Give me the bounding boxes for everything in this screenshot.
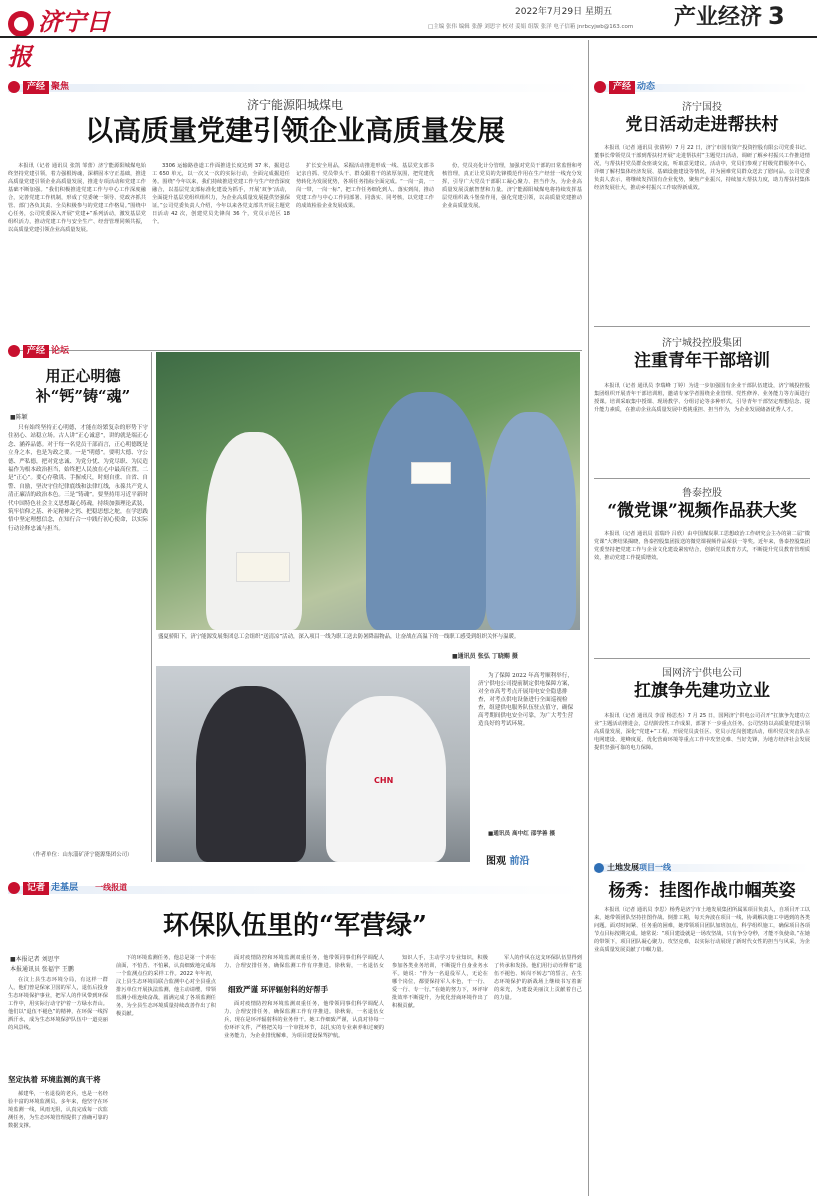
forum-section-head xyxy=(8,344,69,359)
newspaper-logo xyxy=(8,2,128,71)
main-story-col2: 3306 运输路巷道工作面推进长度达到 37 米，掘进总工 650 单元，以一次又一次的实际行动，全面完成掘进任务。围绕“今年以来，我们持续推进党建工作与生产经营深度融合，以基层党支部标准化建设为抓手，开展‘双争’活动，全面提升基层党组织组织力，为企业高质量发展提供坚强保证。”公司党委负责人介绍，今年以来各党支部共开展主题党日活动 42 次，创建党员先锋岗 36 个，党员示范区 18 个。 xyxy=(152,163,290,225)
section-label: 动态 xyxy=(637,82,656,92)
gift-box xyxy=(236,552,290,582)
story-r4-headline: 扛旗争先建功立业 xyxy=(634,681,770,701)
pin-icon xyxy=(8,882,20,894)
story-r5-headline: 杨秀：挂图作战巾帼英姿 xyxy=(608,881,796,901)
story-r1-headline: 党日活动走进帮扶村 xyxy=(625,115,779,135)
section-tag: 产经 xyxy=(609,81,635,94)
reporter-section-head xyxy=(8,880,127,895)
section-tag: 记者 xyxy=(23,882,49,895)
main-story-col4: 份，党员亮化计分管理，加强对党员干部的日常监督和考核管理，真正让党员的先锋模范作用在生产经营一线充分发挥，引导广大党员干部职工凝心聚力、担当作为，为企业高质量发展贡献智慧和力量。济宁能源阳城煤电将持续发挥基层党组织战斗堡垒作用，强化党建引领，以高质量党建推动企业高质量发展。 xyxy=(442,163,582,209)
story-r2-headline: 注重青年干部培训 xyxy=(634,351,770,371)
section-accent: 项目一线 xyxy=(639,863,671,872)
section-label: 走基层 xyxy=(51,883,79,893)
section-label: 聚焦 xyxy=(51,82,70,92)
label-main: 图观 xyxy=(486,856,506,867)
bottom-story-col3: 面对疫情防控和环境监测双重任务，他带领同事们科学调配人力、合理安排任务，确保监测工作有序推进。徐秋菊，一名退伍女兵，现在是环评辐射科的业务骨干。她工作细致严谨，认真对待每一份环评文件，严格把关每一个审批环节，以扎实的专业素养和过硬的业务能力，为企业排忧解难，为项目建设保驾护航。 xyxy=(224,1001,384,1039)
story-r3-body: 本报讯（记者 通讯员 雷瑞玲 吕欣）由中国煤炭职工思想政治工作研究会主办的第二届“微党课”大赛结果揭晓，鲁泰控股集团报送的微党课视频作品荣获一等奖。近年来，鲁泰控股集团党委坚持把党建工作与企业文化建设紧密结合，创新党员教育方式，不断提升党员教育管理质效，推动党建工作提质增效。 xyxy=(594,531,810,561)
pin-icon xyxy=(8,81,20,93)
photo-delivery-caption: 盛夏骄阳下，济宁能源发展集团总工会组织“送清凉”活动，深入项目一线为职工送去防暑降温物品，让奋战在高温下的一线职工感受到组织关怀与温暖。 xyxy=(158,634,520,640)
worker-figure xyxy=(366,392,486,630)
emblem-icon xyxy=(8,11,34,37)
main-story-col3: 扩长安全用品，采掘活动推进形成一线、基层党支部书记亲自抓、党员带头干、群众跟着干的浓厚氛围，把党建优势转化为发展优势，各项任务指标全面完成。“一岗一责，一岗一带，一岗一标”，把工作任务细化到人、落实到岗，推动党建工作与中心工作同部署、同落实、同考核，以党建工作的成效检验企业发展成果。 xyxy=(296,163,434,209)
photo-delivery xyxy=(156,352,580,630)
worker-figure xyxy=(206,432,302,630)
section-bar xyxy=(8,84,582,92)
person-figure xyxy=(196,686,306,862)
story-r1-kicker: 济宁国投 xyxy=(682,102,722,113)
pin-icon xyxy=(594,81,606,93)
bottom-story-col1b: 郝建华，一名退役的老兵，也是一名经验丰富的环境监测员。多年来，他坚守在环境监测一线，风雨无阻，认真完成每一次监测任务，为生态环境管理提供了准确可靠的数据支撑。 xyxy=(8,1091,108,1129)
bottom-story-byline2: 本报通讯员 张福宇 王鹏 xyxy=(10,966,74,973)
bottom-story-sub2: 细致严谨 环评辐射科的好帮手 xyxy=(228,985,329,994)
pin-icon xyxy=(8,345,20,357)
section-label: 土地发展 xyxy=(607,863,639,872)
masthead-rule xyxy=(0,36,817,38)
staff-line: □主编 张伟 编辑 张静 刘思宇 校对 姜娟 组版 张洋 电子信箱 jnrbcyjwb@163.com xyxy=(428,24,634,30)
main-story-headline: 以高质量党建引领企业高质量发展 xyxy=(84,114,505,147)
photo-service-credit: ■通讯员 高中红 邵学善 摄 xyxy=(488,831,556,837)
divider xyxy=(594,478,810,479)
forum-author: ■陈颖 xyxy=(10,414,28,421)
story-r3-headline: “微党课”视频作品获大奖 xyxy=(607,501,797,521)
forum-title: 用正心明德补“钙”铸“魂” xyxy=(35,367,131,405)
focus-section-head xyxy=(8,80,69,95)
page-number: 3 xyxy=(768,2,785,30)
divider xyxy=(151,352,152,862)
news-section-head xyxy=(594,80,655,95)
shirt-logo: CHN xyxy=(374,776,394,785)
divider xyxy=(8,350,582,351)
bottom-story-col1: 在汶上县生态环境分局，有这样一群人，他们曾是保家卫国的军人，退伍后投身生态环境保护事业，把军人的作风带到环保工作中，用实际行动守护着一方绿水青山。他们以“退伍不褪色”的精神，在环保一线挥洒汗水，成为生态环境保护队伍中一道亮丽的风景线。 xyxy=(8,977,108,1031)
section-name: 产业经济 xyxy=(674,5,763,30)
section-tag: 产经 xyxy=(23,81,49,94)
photo-service-note: 为了保障 2022 年高考顺利举行，济宁供电公司提前制定供电保障方案，对全市高考考点开展用电安全隐患排查，对考点供电设备进行全面巡视检查，组建供电服务队伍驻点值守，确保高考期间供电安全可靠，为广大考生营造良好的考试环境。 xyxy=(478,673,574,727)
photo-delivery-credit: ■通讯员 张弘 丁晓赐 摄 xyxy=(452,653,518,660)
story-r1-body: 本报讯（记者 通讯员 张倩婷）7 月 22 日，济宁市国有资产投资控股有限公司党委书记、董事长带领党员干部到帮扶村开展“走进帮扶村”主题党日活动，调研了解乡村振兴工作推进情况，与帮扶村党员群众座谈交流，听取意见建议。活动中，党员们参观了村级党群服务中心，详细了解村集体经济发展、基础设施建设等情况，并为困难党员群众送去了慰问品。公司党委负责人表示，将继续发挥国有企业优势，聚焦产业振兴，持续加大帮扶力度，助力帮扶村集体经济发展壮大，推动乡村振兴工作取得新成效。 xyxy=(594,145,810,191)
section-tag: 产经 xyxy=(23,345,49,358)
story-r4-body: 本报讯（记者 通讯员 李雷 杨思杰）7 月 25 日，国网济宁供电公司召开“扛旗争先建功立业”主题活动推进会，总结阶段性工作成果，部署下一步重点任务。公司坚持以高质量党建引领高质量发展，深化“党建+”工程，开展党员责任区、党员示范岗创建活动，组织党员突击队在电网建设、迎峰度夏、优化营商环境等重点工作中攻坚克难、当好先锋，为地方经济社会发展提供坚强可靠的电力保障。 xyxy=(594,713,810,751)
bottom-story-byline: ■本报记者 刘思宇 xyxy=(10,956,60,963)
section-label: 论坛 xyxy=(51,346,70,356)
main-story-col1: 本报讯（记者 通讯员 张凯 邹蕾）济宁能源阳城煤电始终坚持党建引领，着力强根铸魂，深耕固本守正基础，推进高质量党建引领企业高质量发展，推进专项活动和党建工作基础不断加强。“我们积极推进党建工作与中心工作深度融合，完善党建工作机制，形成了党委统一领导、党政齐抓共管、部门各负其责、全员积极参与的党建工作格局。”围绕中心任务，公司党委深入开展“党建+”系列活动，激发基层党组织活力，推动党建工作与安全生产、经营管理同频共振，以高质量党建引领企业高质量发展。 xyxy=(8,163,146,233)
divider xyxy=(588,900,589,1196)
paper-name: 济宁日报 xyxy=(8,7,110,71)
photo-service xyxy=(156,666,470,862)
bottom-story-col2: 下的环境监测任务，他总是第一个冲在前面，不怕苦、不怕累，认真细致地完成每一个监测点位的采样工作。2022 年年初，汶上县生态环境局联合监测中心对全县重点排污单位开展执法监测，他主动请缨，带领监测小组连续奋战，圆满完成了各项监测任务，为全县生态环境质量持续改善作出了积极贡献。 xyxy=(116,955,216,1017)
story-r2-body: 本报讯（记者 通讯员 李瑞峰 丁婷）为进一步加强国有企业干部队伍建设，济宁城投控股集团组织开展青年干部培训班，邀请专家学者围绕企业管理、党性修养、业务能力等方面进行授课。培训采取集中授课、现场教学、分组讨论等多种形式，引导青年干部坚定理想信念、提升能力素质，在推动企业高质量发展中勇挑重担、担当作为，为企业发展储备优秀人才。 xyxy=(594,383,810,413)
label-accent: 前沿 xyxy=(509,856,530,867)
bottom-story-col3-intro: 面对疫情防控和环境监测双重任务，他带领同事们科学调配人力、合理安排任务，确保监测工作有序推进。徐秋菊，一名退伍女 xyxy=(224,955,384,969)
forum-body: 只有始终坚持正心明德，才能在纷繁复杂的形势下守住初心、站稳立场。古人讲“正心诚意”，讲的就是端正心念、涵养品德。对于每一名党员干部而言，正心明德既是立身之本，也是为政之要。一是“明德”。要明大德、守公德、严私德，把对党忠诚、为党分忧、为党尽职、为民造福作为根本政治担当，始终把人民放在心中最高位置。二是“正心”。要心存敬畏、手握戒尺，时刻自重、自省、自警、自励，坚决守住纪律底线和法律红线，永葆共产党人清正廉洁的政治本色。三是“铸魂”。要坚持用习近平新时代中国特色社会主义思想凝心铸魂，持续加强理论武装，筑牢信仰之基、补足精神之钙、把稳思想之舵，在学思践悟中坚定理想信念，在知行合一中践行初心使命，以实际行动诠释忠诚与担当。 xyxy=(8,425,148,532)
story-r2-kicker: 济宁城投控股集团 xyxy=(662,338,742,349)
main-story-kicker: 济宁能源阳城煤电 xyxy=(246,98,343,112)
gift-box xyxy=(411,462,451,484)
worker-figure xyxy=(486,412,576,630)
bottom-story-headline: 环保队伍里的“军营绿” xyxy=(163,911,427,941)
land-section-head xyxy=(594,860,671,875)
story-r4-kicker: 国网济宁供电公司 xyxy=(662,668,742,679)
divider xyxy=(594,326,810,327)
bottom-story-col5: 军人的作风在这支环保队伍里得到了传承和发扬。他们用行动诠释着“退伍不褪色、转岗不转志”的誓言，在生态环境保护的新战场上继续书写着新的荣光，为建设美丽汶上贡献着自己的力量。 xyxy=(494,955,582,1001)
story-r5-body: 本报讯（记者 通讯员 李思）杨秀是济宁市土地发展集团所属某项目负责人，自项目开工以来，她带领团队坚持挂图作战、倒排工期，每天奔波在项目一线，协调解决施工中遇到的各类问题。面对时间紧、任务重的困难，她带领项目团队加班加点，科学组织施工，确保项目各项节点目标按期完成。她常说：“项目建设就是一场攻坚战，只有争分夺秒，才能不负使命。”在她的带领下，项目团队凝心聚力、攻坚克难，以实际行动展现了新时代女性的担当与风采，为企业高质量发展贡献了巾帼力量。 xyxy=(594,907,810,953)
divider xyxy=(594,658,810,659)
issue-date: 2022年7月29日 星期五 xyxy=(515,7,612,17)
section-title xyxy=(674,0,785,31)
divider xyxy=(588,40,589,900)
forum-footer: （作者单位：山东淄矿济宁能源集团公司） xyxy=(30,852,133,858)
story-r3-kicker: 鲁泰控股 xyxy=(682,488,722,499)
bottom-story-sub1: 坚定执着 环境监测的真干将 xyxy=(8,1075,101,1084)
section-accent: 一线报道 xyxy=(95,883,128,892)
pin-icon xyxy=(594,863,604,873)
photo-column-label xyxy=(486,852,529,867)
bottom-story-col4: 知识人手，主动学习专业知识，积极参加各类业务培训，不断提升自身业务水平。她说：“作为一名退役军人，无论在哪个岗位，都要保持军人本色，干一行、爱一行、专一行。”在她的努力下，环评审批效率不断提升，为优化营商环境作出了积极贡献。 xyxy=(392,955,488,1009)
person-figure xyxy=(326,696,446,862)
